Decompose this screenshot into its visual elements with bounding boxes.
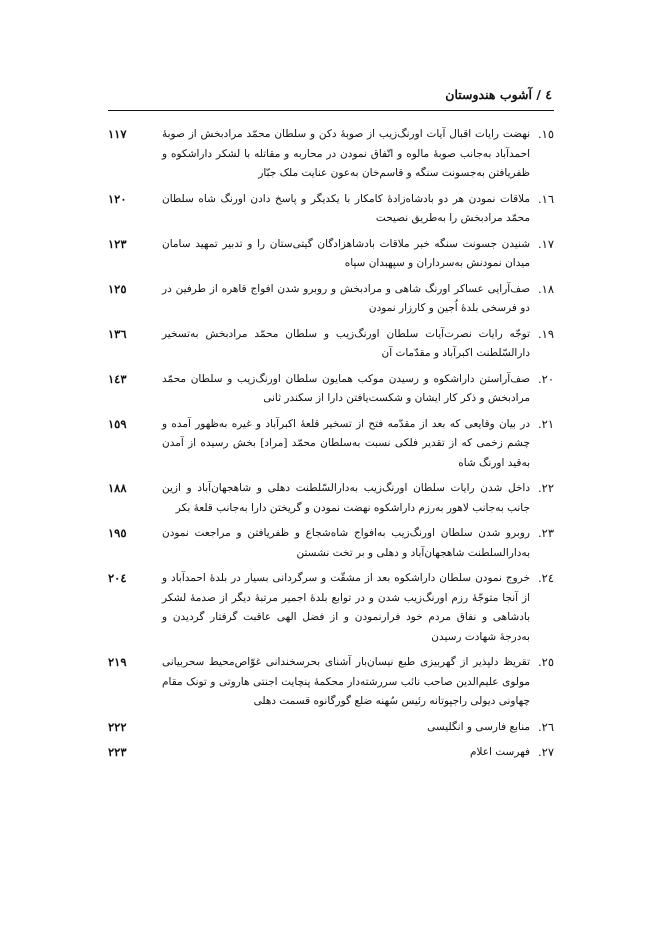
entry-title: ملاقات نمودن هر دو بادشاه‌زادهٔ کامکار با یکدیگر و پاسخ دادن اورنگ شاه سلطان محمّد مرادبخش را به‌طریق نصیحت	[162, 192, 530, 224]
toc-entry	[108, 325, 554, 364]
entry-title: داخل شدن رایات سلطان اورنگ‌زیب به‌دارالسّلطنت دهلی و شاهجهان‌آباد و ازین جانب به‌جانب لاهور به‌رزم داراشکوه نهضت نمودن و گریختن دارا به‌جانب قلعهٔ بکر	[162, 482, 530, 514]
entry-page-number: ١٣٦	[108, 326, 127, 341]
entry-number: ١٥.	[537, 127, 554, 141]
entry-number: ٢٦.	[537, 719, 554, 734]
entry-page-number: ٢٠٤	[108, 571, 127, 585]
entry-page-number: ١٢٥	[108, 281, 127, 296]
entry-title: صف‌آرایی عساکر اورنگ شاهی و مرادبخش و روبرو شدن افواج قاهره از طرفین در دو فرسخی بلدهٔ اُجین و کارزار نمودن	[162, 282, 530, 314]
entry-number: ٢٤.	[537, 571, 554, 585]
toc-entry	[108, 190, 554, 229]
entry-page-number: ٢٢٣	[108, 745, 127, 759]
entry-page-number: ١٢٣	[108, 236, 127, 251]
header-rule	[108, 110, 554, 111]
entry-page-number: ١١٧	[108, 127, 127, 141]
entry-title: خروج نمودن سلطان داراشکوه بعد از مشقّت و سرگردانی بسیار در بلدهٔ احمدآباد و از آنجا متوجّهٔ رزم اورنگ‌زیب شدن و در توابع بلدهٔ اجمیر مرتبهٔ دیگر از صدمهٔ لشکر بادشاهی و نفاق مردم خود فرارنمودن و از فضل الهی عاقبت گرفتار گردیدن و به‌درجهٔ شهادت رسیدن	[162, 572, 530, 643]
entry-page-number: ١٢٠	[108, 191, 127, 206]
entry-page-number: ٢١٩	[108, 655, 127, 669]
entry-title: توجّه رایات نصرت‌آیات سلطان اورنگ‌زیب و سلطان محمّد مرادبخش به‌تسخیر دارالسّلطنت اکبرآباد و مقدّمات آن	[162, 327, 530, 359]
entry-page-number: ١٨٨	[108, 481, 127, 495]
entry-title: فهرست اعلام	[469, 746, 530, 758]
toc-entry	[108, 479, 554, 518]
entry-page-number: ٢٢٢	[108, 719, 127, 734]
entry-title: در بیان وقایعی که بعد از مقدّمه فتح از تسخیر قلعهٔ اکبرآباد و غیره به‌ظهور آمده و چشم زخمی که از تقدیر فلکی نسبت به‌سلطان محمّد [مراد] بخش رسیده از آمدن به‌قید اورنگ شاه	[162, 417, 530, 469]
toc-entry	[108, 524, 554, 563]
toc-entry	[108, 569, 554, 647]
entry-title: صف‌آراستن داراشکوه و رسیدن موکب همایون سلطان اورنگ‌زیب و سلطان محمّد مرادبخش و ذکر کار ایشان و شکست‌یافتن دارا از سکندر ثانی	[162, 372, 530, 404]
entry-number: ٢٢.	[537, 481, 554, 495]
entry-title: نهضت رایات اقبال آیات اورنگ‌زیب از صوبهٔ دکن و سلطان محمّد مرادبخش از صوبهٔ احمدآباد به‌جانب صوبهٔ مالوه و اتّفاق نمودن در محاربه و مقاتله با لشکر داراشکوه و ظفریافتن به‌جسونت سنگه و قاسم‌خان به‌عون عنایت ملک جبّار	[162, 128, 530, 179]
toc-entry	[108, 235, 554, 274]
entry-title: منابع فارسی و انگلیسی	[427, 720, 530, 733]
entry-number: ١٩.	[537, 326, 554, 341]
toc-entry	[108, 415, 554, 474]
document-page	[108, 86, 554, 769]
entry-number: ١٧.	[537, 236, 554, 251]
entry-number: ١٨.	[537, 281, 554, 296]
toc-entry	[108, 370, 554, 409]
entry-title: تقریظ دلپذیر از گهربیزی طبع نیسان‌بار آشنای بحرسخندانی غوّاص‌محیط سحربیانی مولوی علیم‌الدین صاحب نائب سررشته‌دار محکمهٔ پنچایت اجنتی هاروتی و تونک مقام چهاونی دیولی راجپوتانه رئیس سُهنه ضلع گورگانوه قسمت دهلی	[162, 656, 530, 707]
entry-number: ٢٥.	[537, 655, 554, 669]
toc-entry	[108, 280, 554, 319]
entry-number: ١٦.	[537, 191, 554, 206]
entry-title: روبرو شدن سلطان اورنگ‌زیب به‌افواج شاه‌شجاع و ظفریافتن و مراجعت نمودن به‌دارالسلطنت شاهجهان‌آباد و دهلی و بر تخت نشستن	[162, 527, 530, 559]
entry-number: ٢٣.	[537, 526, 554, 540]
running-header-title: ٤ / آشوب هندوستان	[445, 87, 552, 102]
entry-number: ٢١.	[537, 416, 554, 431]
toc-entry	[108, 653, 554, 712]
entry-page-number: ١٤٣	[108, 371, 127, 386]
entry-number: ٢٧.	[537, 745, 554, 759]
entry-number: ٢٠.	[537, 371, 554, 386]
toc-entry	[108, 743, 554, 763]
entry-page-number: ١٩٥	[108, 526, 127, 540]
toc-entry	[108, 718, 554, 738]
entry-title: شنیدن جسونت سنگه خبر ملاقات بادشاهزادگان گیتی‌ستان را و تدبیر تمهید سامان میدان نمودنش به‌سرداران و سپهبدان سپاه	[162, 237, 530, 269]
table-of-contents	[108, 125, 554, 763]
entry-page-number: ١٥٩	[108, 416, 127, 431]
running-header	[108, 86, 554, 104]
toc-entry	[108, 125, 554, 184]
